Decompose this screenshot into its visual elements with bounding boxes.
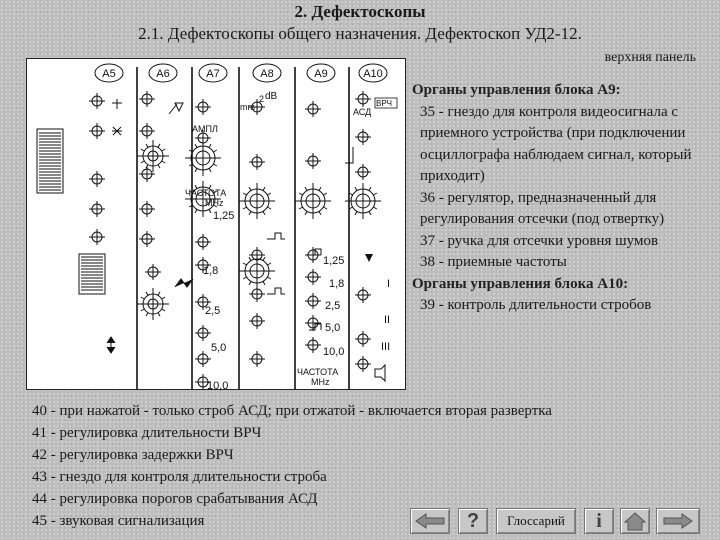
block-label: А8 xyxy=(260,68,274,80)
socket-icon xyxy=(305,293,321,309)
freq-50-a7: 5,0 xyxy=(211,342,227,354)
chastota-label-a9: ЧАСТОТА xyxy=(297,367,339,377)
a10-item-40: 40 - при нажатой - только строб АСД; при отжатой - включается вторая развертка xyxy=(32,403,552,419)
a9-item-35: 35 - гнездо для контроля видеосигнала с приемного устройства (при подключении осциллографа наблюдаем сигнал, который приходит) xyxy=(420,103,692,184)
socket-icon xyxy=(195,99,211,115)
page-subtitle: 2.1. Дефектоскопы общего назначения. Дефектоскоп УД2-12. xyxy=(138,24,582,43)
info-button[interactable] xyxy=(584,508,614,534)
block-label: А6 xyxy=(156,68,170,80)
knob-icon xyxy=(295,183,331,219)
glossary-label: Глоссарий xyxy=(507,513,565,528)
ampl-label: АМПЛ xyxy=(192,124,218,134)
socket-icon xyxy=(89,229,105,245)
socket-icon xyxy=(305,337,321,353)
block-label: А7 xyxy=(206,68,220,80)
navigation-bar xyxy=(0,508,720,534)
a10-item-45: 45 - звуковая сигнализация xyxy=(32,513,205,529)
socket-icon xyxy=(89,123,105,139)
socket-icon xyxy=(139,123,155,139)
a10-item-43: 43 - гнездо для контроля длительности строба xyxy=(32,469,327,485)
a10-item-44: 44 - регулировка порогов срабатывания АСД xyxy=(32,491,318,507)
device-top-panel-diagram xyxy=(26,58,406,390)
socket-icon xyxy=(355,164,371,180)
home-icon xyxy=(624,511,646,531)
a9-controls-heading: Органы управления блока А9: xyxy=(412,82,621,98)
db-label: dB xyxy=(265,91,278,102)
socket-icon xyxy=(195,351,211,367)
block-label: А10 xyxy=(363,68,383,80)
mhz-label-a9: MHz xyxy=(311,377,330,387)
socket-icon xyxy=(355,287,371,303)
knob-icon xyxy=(345,183,381,219)
socket-icon xyxy=(305,315,321,331)
knob-icon xyxy=(239,183,275,219)
mhz-label-a7: MHz xyxy=(205,198,224,208)
freq-100-a9: 10,0 xyxy=(323,346,345,358)
socket-icon xyxy=(305,153,321,169)
socket-icon xyxy=(195,234,211,250)
socket-icon xyxy=(355,129,371,145)
socket-icon xyxy=(89,201,105,217)
home-button[interactable] xyxy=(620,508,650,534)
a9-item-36: 36 - регулятор, предназначенный для регулирования отсечки (под отвертку) xyxy=(420,189,665,227)
block-label: А9 xyxy=(314,68,328,80)
left-arrow-icon xyxy=(414,512,446,530)
socket-icon xyxy=(139,231,155,247)
a10-item-39: 39 - контроль длительности стробов xyxy=(420,297,652,313)
socket-icon xyxy=(195,325,211,341)
freq-25-a7: 2,5 xyxy=(205,305,221,317)
socket-icon xyxy=(139,91,155,107)
socket-icon xyxy=(305,101,321,117)
socket-icon xyxy=(355,331,371,347)
a9-item-38: 38 - приемные частоты xyxy=(420,254,567,270)
socket-icon xyxy=(355,91,371,107)
socket-icon xyxy=(355,356,371,372)
mm-label: mm xyxy=(240,102,255,112)
knob-icon xyxy=(137,288,169,320)
range-ii-label: II xyxy=(384,314,391,326)
knob-icon xyxy=(185,140,221,176)
chastota-label-a7: ЧАСТОТА xyxy=(185,188,227,198)
socket-icon xyxy=(305,269,321,285)
freq-100-a7: 10,0 xyxy=(207,380,229,391)
vrch-label: ВРЧ xyxy=(376,99,393,108)
glossary-button[interactable] xyxy=(496,508,576,534)
range-iii-label: III xyxy=(381,341,391,353)
help-button[interactable] xyxy=(458,508,488,534)
question-mark-icon: ? xyxy=(466,509,480,532)
a10-controls-heading: Органы управления блока А10: xyxy=(412,275,629,292)
back-arrow-button[interactable] xyxy=(410,508,450,534)
knob-icon xyxy=(239,253,275,289)
right-arrow-icon xyxy=(662,512,694,530)
socket-icon xyxy=(89,171,105,187)
freq-25-a9: 2,5 xyxy=(325,300,341,312)
knob-icon xyxy=(137,140,169,172)
n2-label: 2 xyxy=(259,94,265,104)
socket-icon xyxy=(89,93,105,109)
info-icon: i xyxy=(596,509,602,532)
block-label: А5 xyxy=(102,68,116,80)
range-i-label: I xyxy=(387,278,391,290)
freq-50-a9: 5,0 xyxy=(325,322,341,334)
panel-drawing xyxy=(27,59,407,391)
freq-125-a9: 1,25 xyxy=(323,255,345,267)
asd-label: АСД xyxy=(353,107,372,117)
a10-item-41: 41 - регулировка длительности ВРЧ xyxy=(32,425,262,441)
freq-18-a7: 1,8 xyxy=(203,265,219,277)
socket-icon xyxy=(249,313,265,329)
a9-item-37: 37 - ручка для отсечки уровня шумов xyxy=(420,232,659,249)
freq-18-a9: 1,8 xyxy=(329,278,345,290)
socket-icon xyxy=(249,351,265,367)
panel-caption: верхняя панель xyxy=(604,50,696,65)
right-description xyxy=(412,80,712,317)
page-title: 2. Дефектоскопы xyxy=(294,2,426,21)
freq-125-a7: 1,25 xyxy=(213,210,235,222)
forward-arrow-button[interactable] xyxy=(656,508,700,534)
socket-icon xyxy=(139,201,155,217)
socket-icon xyxy=(145,264,161,280)
a10-item-42: 42 - регулировка задержки ВРЧ xyxy=(32,447,234,463)
socket-icon xyxy=(249,154,265,170)
